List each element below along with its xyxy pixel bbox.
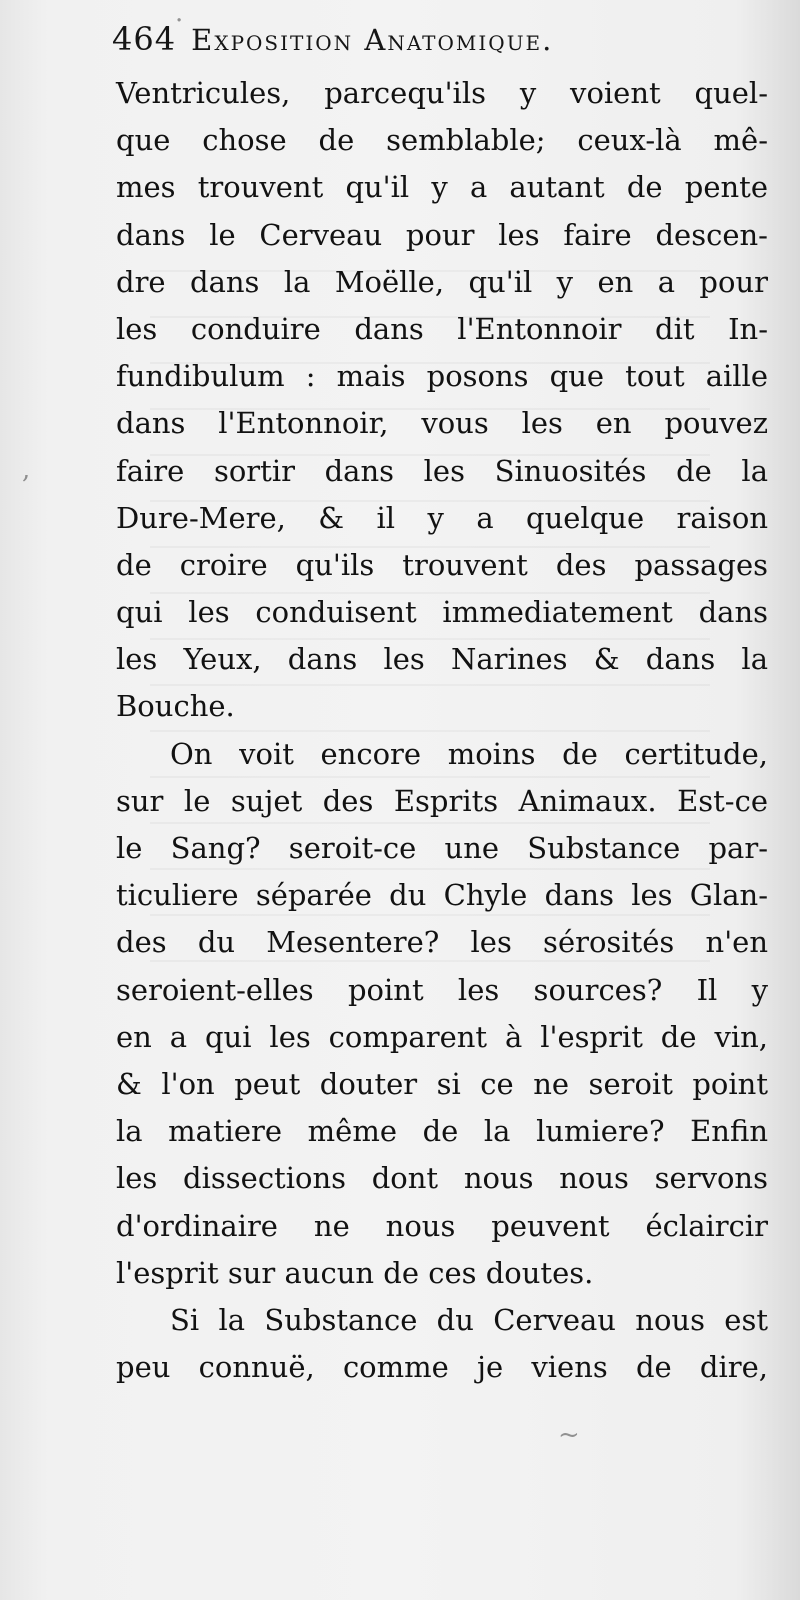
ink-speck: , (22, 455, 31, 485)
paragraph-first-line: On voit encore moins de certitude, (170, 736, 768, 771)
text-line: la matiere même de la lumiere? Enfin (116, 1114, 768, 1149)
text-line: les Yeux, dans les Narines & dans la (116, 642, 768, 677)
text-line: dans le Cerveau pour les faire descen- (116, 217, 768, 252)
text-line: Dure-Mere, & il y a quelque raison (116, 500, 768, 535)
text-line: qui les conduisent immediatement dans (116, 595, 768, 630)
text-line: l'esprit sur aucun de ces doutes. (116, 1255, 594, 1290)
paragraph-first-line: Si la Substance du Cerveau nous est (170, 1302, 768, 1337)
text-line: que chose de semblable; ceux-là mê- (116, 123, 768, 158)
text-line: fundibulum : mais posons que tout aille (116, 359, 768, 394)
text-line: & l'on peut douter si ce ne seroit point (116, 1066, 768, 1101)
page-number: 464 (112, 20, 177, 58)
text-line: sur le sujet des Esprits Animaux. Est-ce (116, 783, 768, 818)
text-line: d'ordinaire ne nous peuvent éclaircir (116, 1208, 768, 1243)
text-line: dre dans la Moëlle, qu'il y en a pour (116, 264, 768, 299)
ink-speck: ~ (558, 1420, 580, 1450)
text-line: faire sortir dans les Sinuosités de la (116, 453, 768, 488)
text-line: des du Mesentere? les sérosités n'en (116, 925, 768, 960)
text-line: les conduire dans l'Entonnoir dit In- (116, 311, 768, 346)
text-line: dans l'Entonnoir, vous les en pouvez (116, 406, 768, 441)
ink-speck: · (175, 6, 184, 36)
text-line: de croire qu'ils trouvent des passages (116, 547, 768, 582)
text-line: peu connuë, comme je viens de dire, (116, 1350, 768, 1385)
text-line: les dissections dont nous nous servons (116, 1161, 768, 1196)
text-line: ticuliere séparée du Chyle dans les Glan- (116, 878, 768, 913)
text-line: mes trouvent qu'il y a autant de pente (116, 170, 768, 205)
text-line: Ventricules, parcequ'ils y voient quel- (116, 76, 768, 110)
text-line: Bouche. (116, 689, 235, 724)
text-line: seroient-elles point les sources? Il y (116, 972, 768, 1007)
running-title: Exposition Anatomique. (191, 23, 554, 57)
page-header (112, 20, 752, 76)
body-text (116, 70, 768, 1391)
text-line: le Sang? seroit-ce une Substance par- (116, 831, 768, 865)
text-line: en a qui les comparent à l'esprit de vin, (116, 1019, 768, 1054)
